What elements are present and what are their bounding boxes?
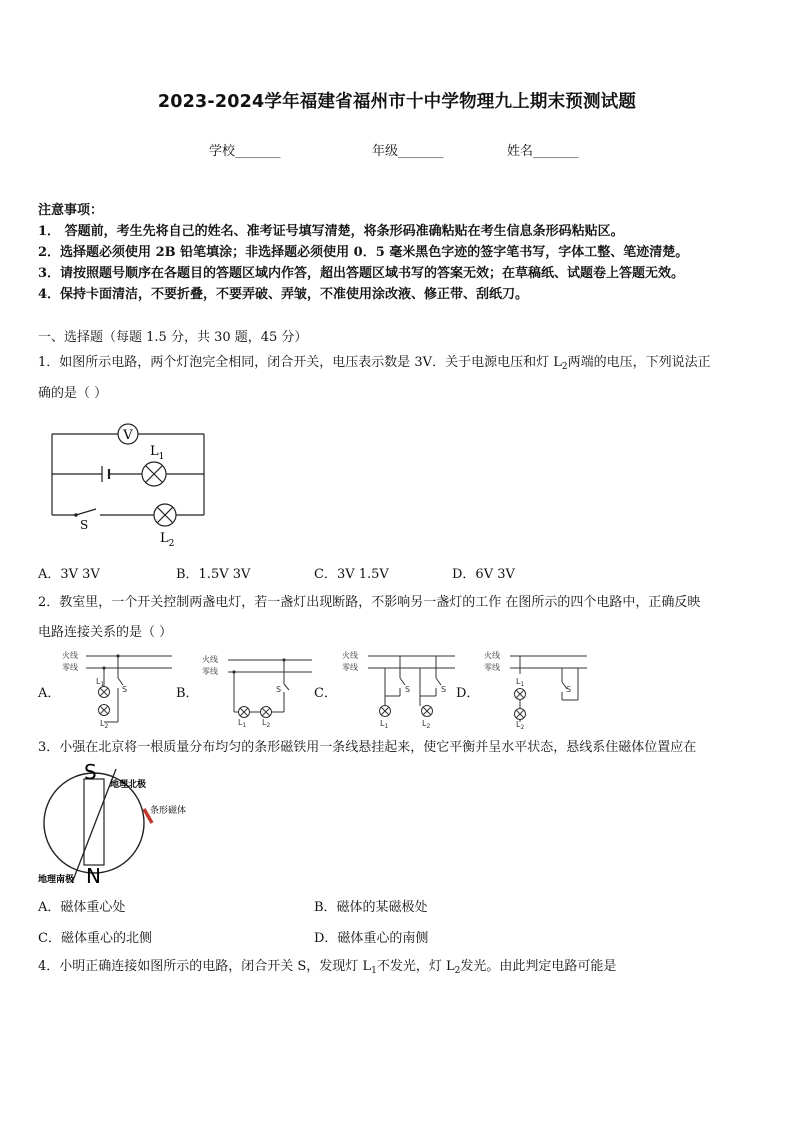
svg-text:火线: 火线	[202, 655, 218, 664]
q2-option-b[interactable]: B．	[176, 686, 199, 701]
q3-option-b[interactable]: B．磁体的某磁极处	[314, 900, 428, 915]
q3-option-a[interactable]: A．磁体重心处	[38, 900, 126, 915]
notice-item-4: 4．保持卡面清洁，不要折叠，不要弄破、弄皱，不准使用涂改液、修正带、刮纸刀。	[38, 287, 529, 302]
page-title: 2023-2024学年福建省福州市十中学物理九上期末预测试题	[157, 92, 637, 112]
q1-option-d[interactable]: D．6V 3V	[452, 567, 515, 582]
q3-earth-magnet-diagram	[36, 760, 196, 888]
live-wire-label: 火线	[62, 651, 78, 660]
notice-item-2: 2．选择题必须使用 2B 铅笔填涂；非选择题必须使用 0．5 毫米黑色字迹的签字笔书写，字体工整、笔迹清楚。	[38, 245, 689, 260]
svg-text:L2: $L_2$	[262, 718, 271, 729]
q2-circuit-c	[340, 648, 455, 728]
svg-text:零线: 零线	[342, 663, 358, 672]
q1-circuit-diagram	[40, 418, 215, 548]
q4-text: 4．小明正确连接如图所示的电路，闭合开关 S，发现灯 $L_1$不发光，灯 $L_2$发光。由此判定电路可能是	[38, 959, 617, 976]
school-field: 学校_______	[209, 144, 281, 159]
q3-option-c[interactable]: C．磁体重心的北侧	[38, 931, 152, 946]
svg-text:L2: $L_2$	[516, 720, 525, 731]
svg-text:零线: 零线	[202, 667, 218, 676]
lamp-l1-label: $L_1$	[150, 444, 165, 462]
q1-option-b[interactable]: B．1.5V 3V	[176, 567, 251, 582]
svg-text:L1: $L_1$	[96, 677, 105, 688]
grade-field: 年级_______	[372, 144, 444, 159]
svg-text:L2: $L_2$	[100, 719, 109, 730]
north-pole-label: N	[86, 864, 101, 888]
geo-north-label: 地理北极	[110, 780, 147, 790]
svg-text:L2: $L_2$	[422, 719, 431, 730]
lamp-l2-icon	[154, 504, 176, 526]
q2-circuit-b	[200, 648, 312, 729]
notice-item-1: 1． 答题前，考生先将自己的姓名、准考证号填写清楚，将条形码准确粘贴在考生信息条形码粘贴区。	[38, 224, 624, 239]
geo-south-label: 地理南极	[38, 875, 75, 885]
notice-item-3: 3．请按照题号顺序在各题目的答题区域内作答，超出答题区域书写的答案无效；在草稿纸、试题卷上答题无效。	[38, 266, 685, 281]
q2-option-c[interactable]: C．	[314, 686, 337, 701]
svg-text:L1: $L_1$	[380, 719, 389, 730]
q1-option-c[interactable]: C．3V 1.5V	[314, 567, 389, 582]
svg-text:S: S	[276, 685, 282, 694]
bar-magnet-icon	[84, 779, 104, 865]
q1-text: 1．如图所示电路，两个灯泡完全相同，闭合开关，电压表示数是 3V．关于电源电压和灯 $L_2$两端的电压，下列说法正	[38, 355, 711, 372]
lamp-icon	[99, 687, 110, 716]
svg-text:零线: 零线	[484, 663, 500, 672]
svg-text:S: S	[122, 685, 128, 694]
q1-option-a[interactable]: A．3V 3V	[38, 567, 100, 582]
svg-text:L1: $L_1$	[238, 718, 247, 729]
q1-text-line2: 确的是（ ）	[38, 386, 108, 401]
q2-option-d[interactable]: D．	[456, 686, 480, 701]
bar-magnet-label: 条形磁体	[150, 806, 187, 816]
lamp-l2-label: $L_2$	[160, 531, 175, 549]
notice-heading: 注意事项：	[38, 203, 104, 218]
q3-text: 3．小强在北京将一根质量分布均匀的条形磁铁用一条线悬挂起来，使它平衡并呈水平状态，悬线系住磁体位置应在	[38, 740, 697, 755]
south-pole-label: S	[84, 760, 97, 784]
section-heading: 一、选择题（每题 1.5 分，共 30 题，45 分）	[38, 330, 308, 345]
q2-circuit-a	[60, 648, 172, 730]
q2-text-line2: 电路连接关系的是（ ）	[38, 625, 173, 640]
svg-text:S: S	[405, 685, 411, 694]
svg-text:L1: $L_1$	[516, 677, 525, 688]
svg-text:火线: 火线	[484, 651, 500, 660]
q2-option-a[interactable]: A．	[38, 686, 61, 701]
voltmeter-label: V	[123, 428, 133, 443]
svg-text:S: S	[441, 685, 447, 694]
q2-text: 2．教室里，一个开关控制两盏电灯，若一盏灯出现断路，不影响另一盏灯的工作 在图所示的四个电路中，正确反映	[38, 595, 701, 610]
switch-label: S	[80, 518, 89, 532]
q3-option-d[interactable]: D．磁体重心的南侧	[314, 931, 429, 946]
svg-text:S: S	[566, 685, 572, 694]
q2-circuit-d	[482, 648, 587, 731]
lamp-icon	[380, 706, 433, 717]
neutral-wire-label: 零线	[62, 663, 78, 672]
name-field: 姓名_______	[507, 144, 579, 159]
lamp-l1-icon	[142, 462, 166, 486]
svg-text:火线: 火线	[342, 651, 358, 660]
